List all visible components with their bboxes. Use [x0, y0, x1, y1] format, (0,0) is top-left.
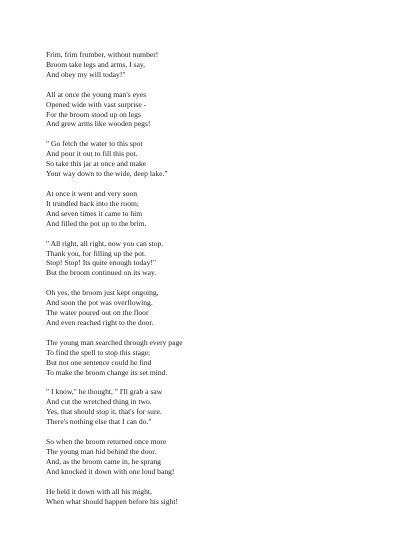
poem-line: And filled the pot up to the brim. — [46, 218, 147, 228]
stanza-10 — [46, 487, 386, 507]
stanza-5 — [46, 239, 386, 279]
poem-line: And knocked it down with one loud bang! — [46, 466, 175, 476]
poem-line: Thank you, for filling up the pot. — [46, 248, 146, 258]
stanza-7 — [46, 338, 386, 378]
poem-line: And pour it out to fill this pot. — [46, 149, 138, 159]
poem-line: Stop! Stop! Its quite enough today!" — [46, 258, 157, 268]
poem-line: All at once the young man's eyes — [46, 89, 147, 99]
poem-line: And soon the pot was overflowing. — [46, 298, 153, 308]
poem-line: It trundled back into the room; — [46, 198, 140, 208]
stanza-9 — [46, 437, 386, 477]
poem-line: Frim, frim frumber, without number! — [46, 50, 159, 59]
poem-line: " Go fetch the water to this spot — [46, 139, 143, 149]
poem-line: " All right, all right, now you can stop. — [46, 238, 164, 248]
poem-line: " I know," he thought, " I'll grab a saw — [46, 387, 163, 397]
poem-line: There's nothing else that I can do." — [46, 417, 152, 427]
poem-line: And obey my will today!" — [46, 69, 126, 79]
poem-line: He held it down with all his might, — [46, 486, 152, 496]
poem-line: Broom take legs and arms, I say, — [46, 59, 146, 69]
poem-line: To find the spell to stop this stage; — [46, 347, 151, 357]
stanza-8 — [46, 387, 386, 427]
poem-line: And grew arms like wooden pegs! — [46, 119, 151, 129]
poem-line: And seven times it came to him — [46, 208, 143, 218]
poem-line: And, as the broom came in, he sprang — [46, 456, 161, 466]
poem-body — [46, 50, 386, 517]
stanza-2 — [46, 90, 386, 130]
stanza-6 — [46, 288, 386, 328]
poem-line: Your way down to the wide, deep lake." — [46, 169, 168, 179]
poem-line: And even reached right to the door. — [46, 317, 154, 327]
poem-line: And cut the wretched thing in two. — [46, 397, 152, 407]
poem-line: Opened wide with vast surprise - — [46, 99, 147, 109]
poem-line: When what should happen before his sight! — [46, 496, 179, 506]
poem-line: At once it went and very soon — [46, 188, 138, 198]
poem-line: Yes, that should stop it, that's for sure. — [46, 407, 162, 417]
stanza-4 — [46, 189, 386, 229]
poem-line: But not one sentence could he find — [46, 357, 152, 367]
poem-line: So when the broom returned once more — [46, 437, 167, 447]
poem-line: So take this jar at once and make — [46, 159, 147, 169]
poem-line: To make the broom change its set mind. — [46, 367, 168, 377]
poem-line: The young man hid behind the door. — [46, 447, 157, 456]
poem-line: The young man searched through every page — [46, 337, 183, 347]
poem-line: For the broom stood up on legs — [46, 109, 141, 119]
poem-line: But the broom continued on its way. — [46, 268, 157, 278]
poem-line: The water poured out on the floor — [46, 308, 149, 318]
poem-line: Oh yes, the broom just kept ongoing, — [46, 288, 159, 298]
stanza-1 — [46, 50, 386, 80]
stanza-3 — [46, 139, 386, 179]
